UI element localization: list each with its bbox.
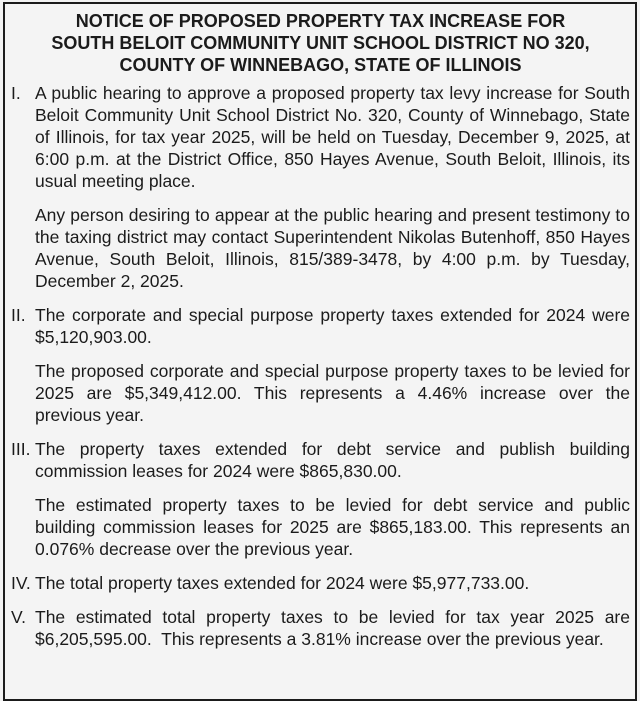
contact-superintendent-paragraph: Any person desiring to appear at the public hearing and present testimony to the taxing district may contact Superintendent Nikolas Butenhoff, 850 Hayes Avenue, South Beloit, Illinois, 815/389-3478, by 4:00 p.m. by Tuesday, December 2, 2025. bbox=[35, 205, 630, 291]
public-hearing-paragraph: A public hearing to approve a proposed property tax levy increase for South Beloit Community Unit School District No. 320, County of Winnebago, State of Illinois, for tax year 2025, will be held on Tuesday, December 9, 2025, at 6:00 p.m. at the District Office, 850 Hayes Avenue, South Beloit, Illinois, its usual meeting place. bbox=[35, 83, 630, 191]
notice-title-line-2: SOUTH BELOIT COMMUNITY UNIT SCHOOL DISTRICT NO 320, bbox=[51, 33, 590, 53]
notice-section-corporate-taxes bbox=[11, 304, 630, 426]
notice-section-public-hearing bbox=[11, 82, 630, 292]
notice-section-debt-service-taxes bbox=[11, 438, 630, 560]
notice-section-total-taxes-2025 bbox=[11, 606, 630, 650]
total-taxes-2025-paragraph: The estimated total property taxes to be levied for tax year 2025 are $6,205,595.00. This represents a 3.81% increase over the previous year. bbox=[35, 607, 630, 649]
notice-title-line-1: NOTICE OF PROPOSED PROPERTY TAX INCREASE FOR bbox=[75, 11, 566, 31]
notice-section-total-taxes-2024 bbox=[11, 572, 630, 594]
notice-title bbox=[11, 10, 630, 76]
debt-service-2024-paragraph: The property taxes extended for debt service and publish building commission leases for 2024 were $865,830.00. bbox=[35, 439, 630, 481]
section-numeral-3: III. bbox=[11, 439, 31, 459]
corporate-taxes-2024-paragraph: The corporate and special purpose property taxes extended for 2024 were $5,120,903.00. bbox=[35, 305, 630, 347]
notice-border-box bbox=[3, 2, 637, 701]
debt-service-2025-paragraph: The estimated property taxes to be levied for debt service and public building commission leases for 2025 are $865,183.00. This represents an 0.076% decrease over the previous year. bbox=[35, 495, 630, 559]
total-taxes-2024-paragraph: The total property taxes extended for 2024 were $5,977,733.00. bbox=[35, 573, 530, 593]
notice-title-line-3: COUNTY OF WINNEBAGO, STATE OF ILLINOIS bbox=[119, 55, 522, 75]
section-numeral-5: V. bbox=[11, 607, 26, 627]
section-numeral-1: I. bbox=[11, 83, 21, 103]
section-numeral-2: II. bbox=[11, 305, 26, 325]
section-numeral-4: IV. bbox=[11, 573, 31, 593]
corporate-taxes-2025-paragraph: The proposed corporate and special purpose property taxes to be levied for 2025 are $5,349,412.00. This represents a 4.46% increase over the previous year. bbox=[35, 361, 630, 425]
